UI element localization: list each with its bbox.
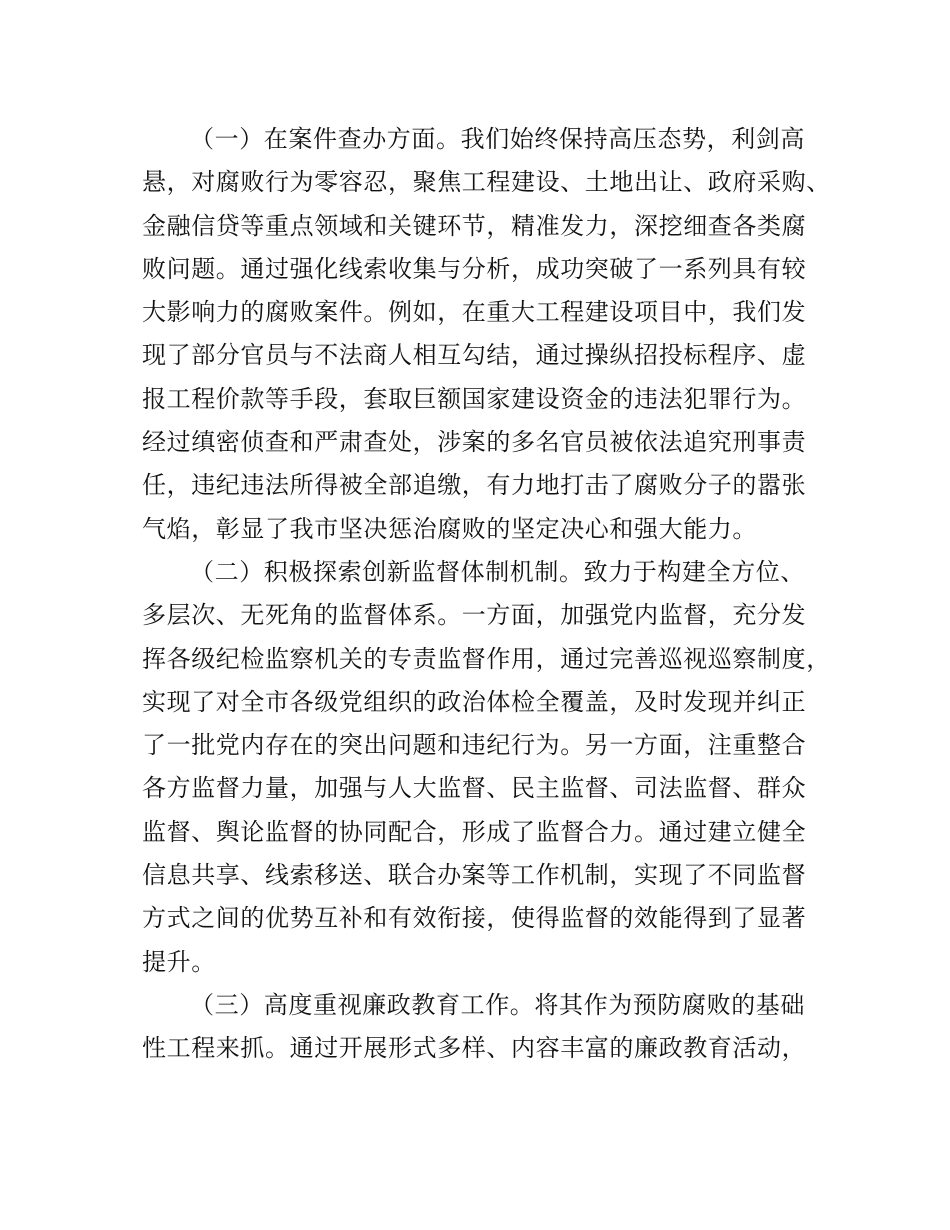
text-line: 性工程来抓。通过开展形式多样、内容丰富的廉政教育活动， <box>142 1034 807 1063</box>
text-line: 监督、舆论监督的协同配合，形成了监督合力。通过建立健全 <box>142 817 807 846</box>
text-line: 信息共享、线索移送、联合办案等工作机制，实现了不同监督 <box>142 861 807 890</box>
text-line: 任，违纪违法所得被全部追缴，有力地打击了腐败分子的嚣张 <box>142 471 807 500</box>
text-line: 挥各级纪检监察机关的专责监督作用，通过完善巡视巡察制度， <box>142 644 831 673</box>
text-line: 了一批党内存在的突出问题和违纪行为。另一方面，注重整合 <box>142 731 807 760</box>
text-line: 现了部分官员与不法商人相互勾结，通过操纵招投标程序、虚 <box>142 341 807 370</box>
paragraph-integrity-education <box>142 984 842 1071</box>
text-line: 气焰，彰显了我市坚决惩治腐败的坚定决心和强大能力。 <box>142 514 757 543</box>
text-line: 实现了对全市各级党组织的政治体检全覆盖，及时发现并纠正 <box>142 687 807 716</box>
text-line: 败问题。通过强化线索收集与分析，成功突破了一系列具有较 <box>142 254 807 283</box>
text-line: 金融信贷等重点领域和关键环节，精准发力，深挖细查各类腐 <box>142 211 807 240</box>
text-line: （二）积极探索创新监督体制机制。致力于构建全方位、 <box>190 557 805 586</box>
text-line: （一）在案件查办方面。我们始终保持高压态势，利剑高 <box>190 125 805 153</box>
text-line: 报工程价款等手段，套取巨额国家建设资金的违法犯罪行为。 <box>142 384 807 413</box>
document-body <box>142 118 842 1071</box>
text-line: 提升。 <box>142 947 216 976</box>
text-line: 经过缜密侦查和严肃查处，涉案的多名官员被依法追究刑事责 <box>142 428 807 457</box>
paragraph-case-investigation <box>142 118 842 551</box>
paragraph-supervision-mechanism <box>142 551 842 984</box>
text-line: 各方监督力量，加强与人大监督、民主监督、司法监督、群众 <box>142 774 807 803</box>
text-line: 方式之间的优势互补和有效衔接，使得监督的效能得到了显著 <box>142 904 807 933</box>
text-line: 大影响力的腐败案件。例如，在重大工程建设项目中，我们发 <box>142 298 807 327</box>
text-line: （三）高度重视廉政教育工作。将其作为预防腐败的基础 <box>190 990 805 1019</box>
text-line: 悬，对腐败行为零容忍，聚焦工程建设、土地出让、政府采购、 <box>142 168 831 197</box>
text-line: 多层次、无死角的监督体系。一方面，加强党内监督，充分发 <box>142 601 807 630</box>
